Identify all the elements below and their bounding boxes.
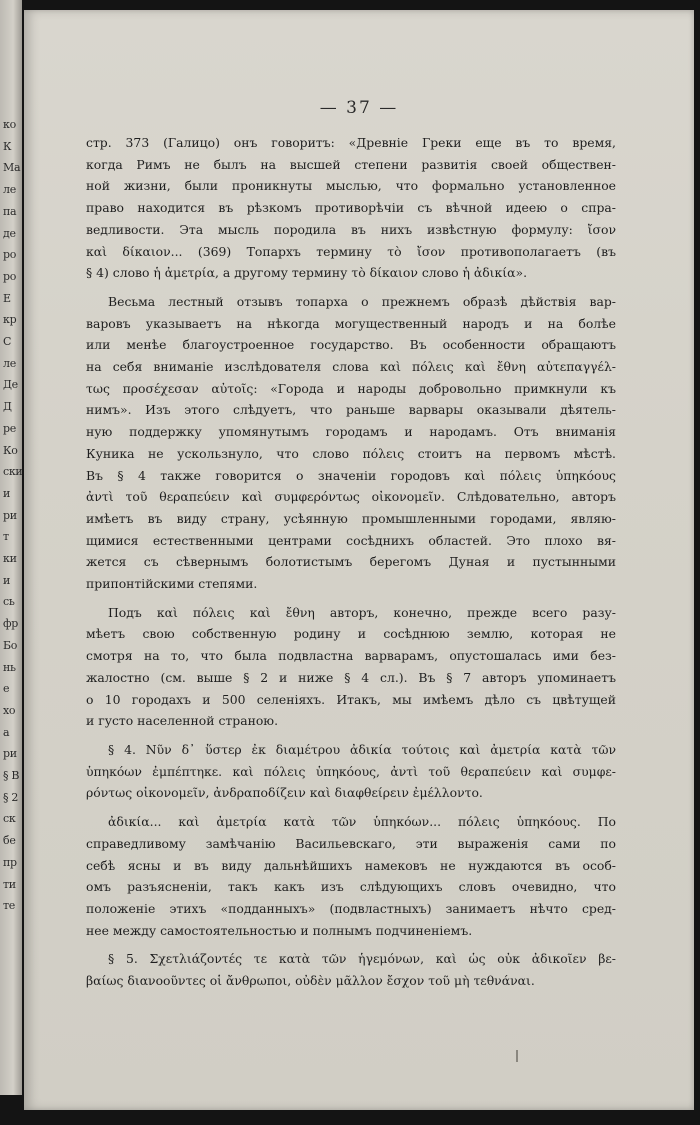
text-line: § 4) слово ἡ ἀμετρία, а другому термину τὸ δίκαιον слово ἡ ἀδικία».: [86, 265, 528, 281]
facing-page-fragment: и: [3, 486, 11, 500]
paragraph-gap: [86, 732, 616, 739]
text-line: ную поддержку упомянутымъ городамъ и народамъ. Отъ вниманія: [86, 424, 616, 440]
text-line: ἀντὶ τοῦ θεραπεύειν καὶ συμφερόντως οἰκονομεῖν. Слѣдовательно, авторъ: [86, 489, 616, 505]
facing-page-fragment: фр: [3, 617, 19, 631]
text-line: себѣ ясны и въ виду дальнѣйшихъ намековъ не нуждаются въ особ-: [86, 857, 616, 873]
facing-page-fragment: сь: [3, 595, 15, 609]
facing-page-fragment: ро: [3, 269, 17, 283]
text-line: Въ § 4 также говорится о значеніи городовъ καὶ πόλεις ὑπηκόους: [86, 467, 616, 483]
facing-page-fragment: ти: [3, 877, 16, 891]
text-line: ной жизни, были проникнуты мыслью, что формально установленное: [86, 178, 616, 194]
facing-page-fragment: Де: [3, 378, 18, 392]
text-line: ὑπηκόων ἐμπέπτηκε. καὶ πόλεις ὑπηκόους, ἀντὶ τοῦ θεραπεύειν καὶ συμφε-: [86, 763, 616, 779]
text-line: когда Римъ не былъ на высшей степени развитія своей обществен-: [86, 156, 616, 172]
page-body-text: [86, 132, 616, 992]
text-line: или менѣе благоустроенное государство. Въ особенности обращаютъ: [86, 337, 616, 353]
facing-page-fragment: ри: [3, 508, 17, 522]
paragraph: [86, 602, 616, 732]
facing-page-fragment: и: [3, 573, 11, 587]
facing-page-edge: [0, 0, 22, 1095]
facing-page-fragment: Д: [3, 400, 12, 414]
facing-page-fragment: § В: [3, 769, 20, 782]
text-line: на себя вниманіе изслѣдователя слова καὶ πόλεις καὶ ἔθνη αὐτεπαγγέλ-: [86, 359, 616, 375]
text-line: Куника не ускользнуло, что слово πόλεις стоитъ на первомъ мѣстѣ.: [86, 445, 616, 461]
text-line: τως προσέχεσαν αὐτοῖς: «Города и народы добровольно примкнули къ: [86, 380, 616, 396]
facing-page-fragment: Ма: [3, 161, 21, 175]
text-line: ведливости. Эта мысль породила въ нихъ извѣстную формулу: ἴσον: [86, 221, 616, 237]
facing-page-fragment: § 2: [3, 790, 19, 804]
facing-page-fragment: ки: [3, 552, 17, 565]
facing-page-fragment: Ко: [3, 443, 18, 457]
facing-page-fragment: нь: [3, 660, 16, 674]
facing-page-fragment: ле: [3, 356, 16, 370]
facing-page-fragment: те: [3, 899, 15, 913]
text-line: омъ разъясненіи, такъ какъ изъ слѣдующихъ словъ очевидно, что: [86, 879, 616, 895]
paragraph: [86, 739, 616, 804]
text-line: справедливому замѣчанію Васильевскаго, эти выраженія сами по: [86, 835, 616, 851]
text-line: положеніе этихъ «подданныхъ» (подвластныхъ) занимаетъ нѣчто сред-: [86, 900, 616, 916]
text-line: и густо населенной страною.: [86, 713, 279, 729]
facing-page-fragment: де: [3, 226, 16, 240]
facing-page-fragment: ски: [3, 465, 22, 479]
facing-page-fragment: ри: [3, 747, 17, 761]
facing-page-fragment: ле: [3, 183, 16, 197]
text-line: ἀδικία... καὶ ἀμετρία κατὰ τῶν ὑπηκόων... πόλεις ὑπηκόους. По: [108, 814, 616, 830]
text-line: Весьма лестный отзывъ топарха о прежнемъ образѣ дѣйствія вар-: [108, 293, 616, 309]
facing-page-fragment: па: [3, 204, 17, 218]
facing-page-fragment: а: [3, 725, 10, 739]
text-line: Подъ καὶ πόλεις καὶ ἔθνη авторъ, конечно, прежде всего разу-: [108, 604, 616, 620]
facing-page-fragment: пр: [3, 855, 17, 869]
text-line: жется съ сѣвернымъ болотистымъ берегомъ Дуная и пустынными: [86, 554, 616, 570]
paragraph: [86, 132, 616, 284]
book-page: [24, 10, 694, 1110]
facing-page-fragment: К: [3, 139, 12, 153]
paragraph-gap: [86, 804, 616, 811]
paragraph: [86, 948, 616, 991]
text-line: § 4. Νῦν δ᾽ ὕστερ ἐκ διαμέτρου ἀδικία τούτοις καὶ ἀμετρία κατὰ τῶν: [108, 741, 616, 757]
page-number: — 37 —: [319, 98, 399, 118]
text-line: стр. 373 (Галицо) онъ говоритъ: «Древніе Греки еще въ то время,: [86, 135, 616, 150]
text-line: нимъ». Изъ этого слѣдуетъ, что раньше варвары оказывали дѣятель-: [86, 402, 616, 418]
text-line: право находится въ рѣзкомъ противорѣчіи съ вѣчной идеею о спра-: [86, 200, 616, 216]
paragraph-gap: [86, 595, 616, 602]
text-line: варовъ указываетъ на нѣкогда могущественный народъ и на болѣе: [86, 315, 616, 331]
paragraph-gap: [86, 941, 616, 948]
facing-page-fragment: бе: [3, 834, 16, 848]
facing-page-fragment: хо: [3, 703, 16, 717]
text-line: нее между самостоятельностью и полнымъ подчиненіемъ.: [86, 922, 473, 938]
text-line: жалостно (см. выше § 2 и ниже § 4 сл.). Въ § 7 авторъ упоминаетъ: [86, 669, 616, 685]
facing-page-fragment: ро: [3, 248, 17, 262]
facing-page-fragment: ск: [3, 812, 16, 826]
text-line: смотря на то, что была подвластна варварамъ, опустошалась ими без-: [86, 648, 616, 664]
facing-page-fragment: ко: [3, 118, 16, 131]
facing-page-fragment: т: [3, 530, 9, 544]
text-line: § 5. Σχετλιάζοντές τε κατὰ τῶν ἡγεμόνων, καὶ ὡς οὐκ ἀδικοῖεν βε-: [108, 951, 616, 967]
paragraph: [86, 291, 616, 595]
facing-page-fragment: Е: [3, 291, 11, 305]
text-line: βαίως διανοοῦντες οἱ ἄνθρωποι, οὐδὲν μᾶλλον ἔσχον τοῦ μὴ τεθνάναι.: [86, 973, 535, 989]
paragraph-gap: [86, 284, 616, 291]
text-line: мѣетъ свою собственную родину и сосѣднюю землю, которая не: [86, 626, 616, 642]
facing-page-fragment: е: [3, 682, 10, 696]
text-line: щимися естественными центрами сосѣднихъ областей. Это плохо вя-: [86, 532, 616, 548]
text-line: имѣетъ въ виду страну, усѣянную промышленными городами, являю-: [86, 510, 616, 526]
facing-page-fragment: кр: [3, 313, 17, 327]
text-line: ρόντως οἰκονομεῖν, ἀνδραποδίζειν καὶ διαφθείρειν ἐμέλλοντο.: [86, 785, 483, 801]
facing-page-fragment: Бо: [3, 638, 18, 652]
facing-page-fragment: ре: [3, 421, 16, 435]
paper-mark: [516, 1050, 518, 1062]
text-line: припонтійскими степями.: [86, 576, 258, 592]
text-line: καὶ δίκαιον... (369) Топархъ термину τὸ ἴσον противополагаетъ (въ: [86, 243, 616, 259]
paragraph: [86, 811, 616, 941]
text-line: о 10 городахъ и 500 селеніяхъ. Итакъ, мы имѣемъ дѣло съ цвѣтущей: [86, 691, 616, 707]
facing-page-fragment: С: [3, 335, 12, 348]
